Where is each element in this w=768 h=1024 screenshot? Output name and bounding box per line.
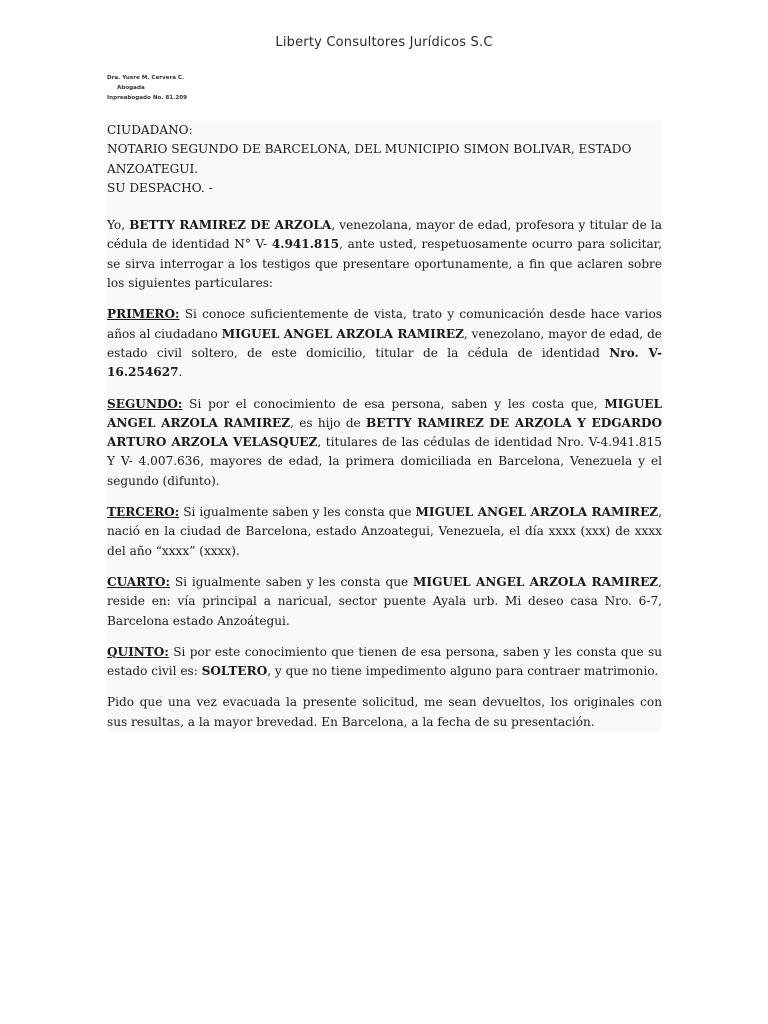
clause-tercero-text-1: Si igualmente saben y les consta que <box>179 505 416 520</box>
lawyer-stamp <box>107 73 187 103</box>
subject-name: MIGUEL ANGEL ARZOLA RAMIREZ <box>413 574 659 589</box>
closing-paragraph: Pido que una vez evacuada la presente solicitud, me sean devueltos, los originales con sus resultas, a la mayor brevedad. En Barcelona, a la fecha de su presentación. <box>107 695 662 729</box>
clause-cuarto-text-1: Si igualmente saben y les consta que <box>170 574 414 589</box>
clause-quinto-label: QUINTO: <box>107 644 169 659</box>
clause-primero-label: PRIMERO: <box>107 307 180 322</box>
clause-quinto-text-1: Si por este conocimiento que tienen de esa persona, saben y les consta que su estado civil es: <box>107 644 662 679</box>
applicant-name: BETTY RAMIREZ DE ARZOLA <box>129 218 332 233</box>
subject-name: MIGUEL ANGEL ARZOLA RAMIREZ <box>415 505 659 520</box>
clause-segundo-text-2: , es hijo de <box>290 415 367 430</box>
clause-segundo-label: SEGUNDO: <box>107 396 183 411</box>
clause-quinto <box>107 643 662 682</box>
clause-primero-text-1: Si conoce suficientemente de vista, trato y comunicación desde hace varios años al ciudadano <box>107 307 662 341</box>
addressee-block <box>107 121 662 198</box>
clause-segundo-text-3: , titulares de las cédulas de identidad Nro. V-4.941.815 Y V- 4.007.636, mayores de edad, la primera domiciliada en Barcelona, Venezuela y el segundo (difunto). <box>107 435 662 488</box>
addressee-line-4: SU DESPACHO. - <box>107 180 213 195</box>
applicant-id: 4.941.815 <box>271 237 340 252</box>
clause-primero-text-2: , venezolano, mayor de edad, de estado civil soltero, de este domicilio, titular de la cédula de identidad <box>107 326 662 360</box>
subject-name: MIGUEL ANGEL ARZOLA RAMIREZ <box>107 396 662 430</box>
intro-paragraph <box>107 216 662 293</box>
clause-segundo-text-1: Si por el conocimiento de esa persona, saben y les costa que, <box>182 396 605 411</box>
civil-status: SOLTERO <box>201 664 268 679</box>
clause-tercero-text-2: , nació en la ciudad de Barcelona, estado Anzoategui, Venezuela, el día xxxx (xxx) de xxxx del año “xxxx” (xxxx). <box>107 505 662 558</box>
clause-tercero-label: TERCERO: <box>107 505 180 520</box>
clause-tercero <box>107 503 662 561</box>
clause-cuarto-label: CUARTO: <box>107 574 171 589</box>
addressee-line-2: NOTARIO SEGUNDO DE BARCELONA, DEL MUNICIPIO SIMON BOLIVAR, ESTADO <box>107 142 632 157</box>
clause-segundo <box>107 395 662 491</box>
subject-name: MIGUEL ANGEL ARZOLA RAMIREZ <box>221 326 464 341</box>
document-body <box>107 121 662 732</box>
letterhead-title: Liberty Consultores Jurídicos S.C <box>275 35 493 50</box>
intro-text-3: , ante usted, respetuosamente ocurro para solicitar, se sirva interrogar a los testigos que presentare oportunamente, a fin que aclaren sobre los siguientes particulares: <box>107 237 662 291</box>
intro-text-1: Yo, <box>107 218 130 233</box>
lawyer-title: Abogada <box>117 85 145 91</box>
clause-primero <box>107 305 662 382</box>
clause-cuarto-text-2: , reside en: vía principal a naricual, sector puente Ayala urb. Mi deseo casa Nro. 6-7, Barcelona estado Anzoátegui. <box>107 574 662 628</box>
intro-text-2: , venezolana, mayor de edad, profesora y titular de la cédula de identidad N° V- <box>107 218 662 252</box>
lawyer-name: Dra. Yusre M. Cervera C. <box>107 75 185 81</box>
subject-id: Nro. V-16.254627 <box>107 345 662 380</box>
clause-primero-text-3: . <box>178 365 183 380</box>
parents-names: BETTY RAMIREZ DE ARZOLA Y EDGARDO ARTURO ARZOLA VELASQUEZ <box>107 415 663 450</box>
clause-quinto-text-2: , y que no tiene impedimento alguno para contraer matrimonio. <box>267 664 659 679</box>
clause-cuarto <box>107 573 662 631</box>
addressee-line-3: ANZOATEGUI. <box>107 161 199 176</box>
lawyer-registration: Inpreabogado No. 81.209 <box>107 95 187 101</box>
addressee-line-1: CIUDADANO: <box>107 123 193 137</box>
